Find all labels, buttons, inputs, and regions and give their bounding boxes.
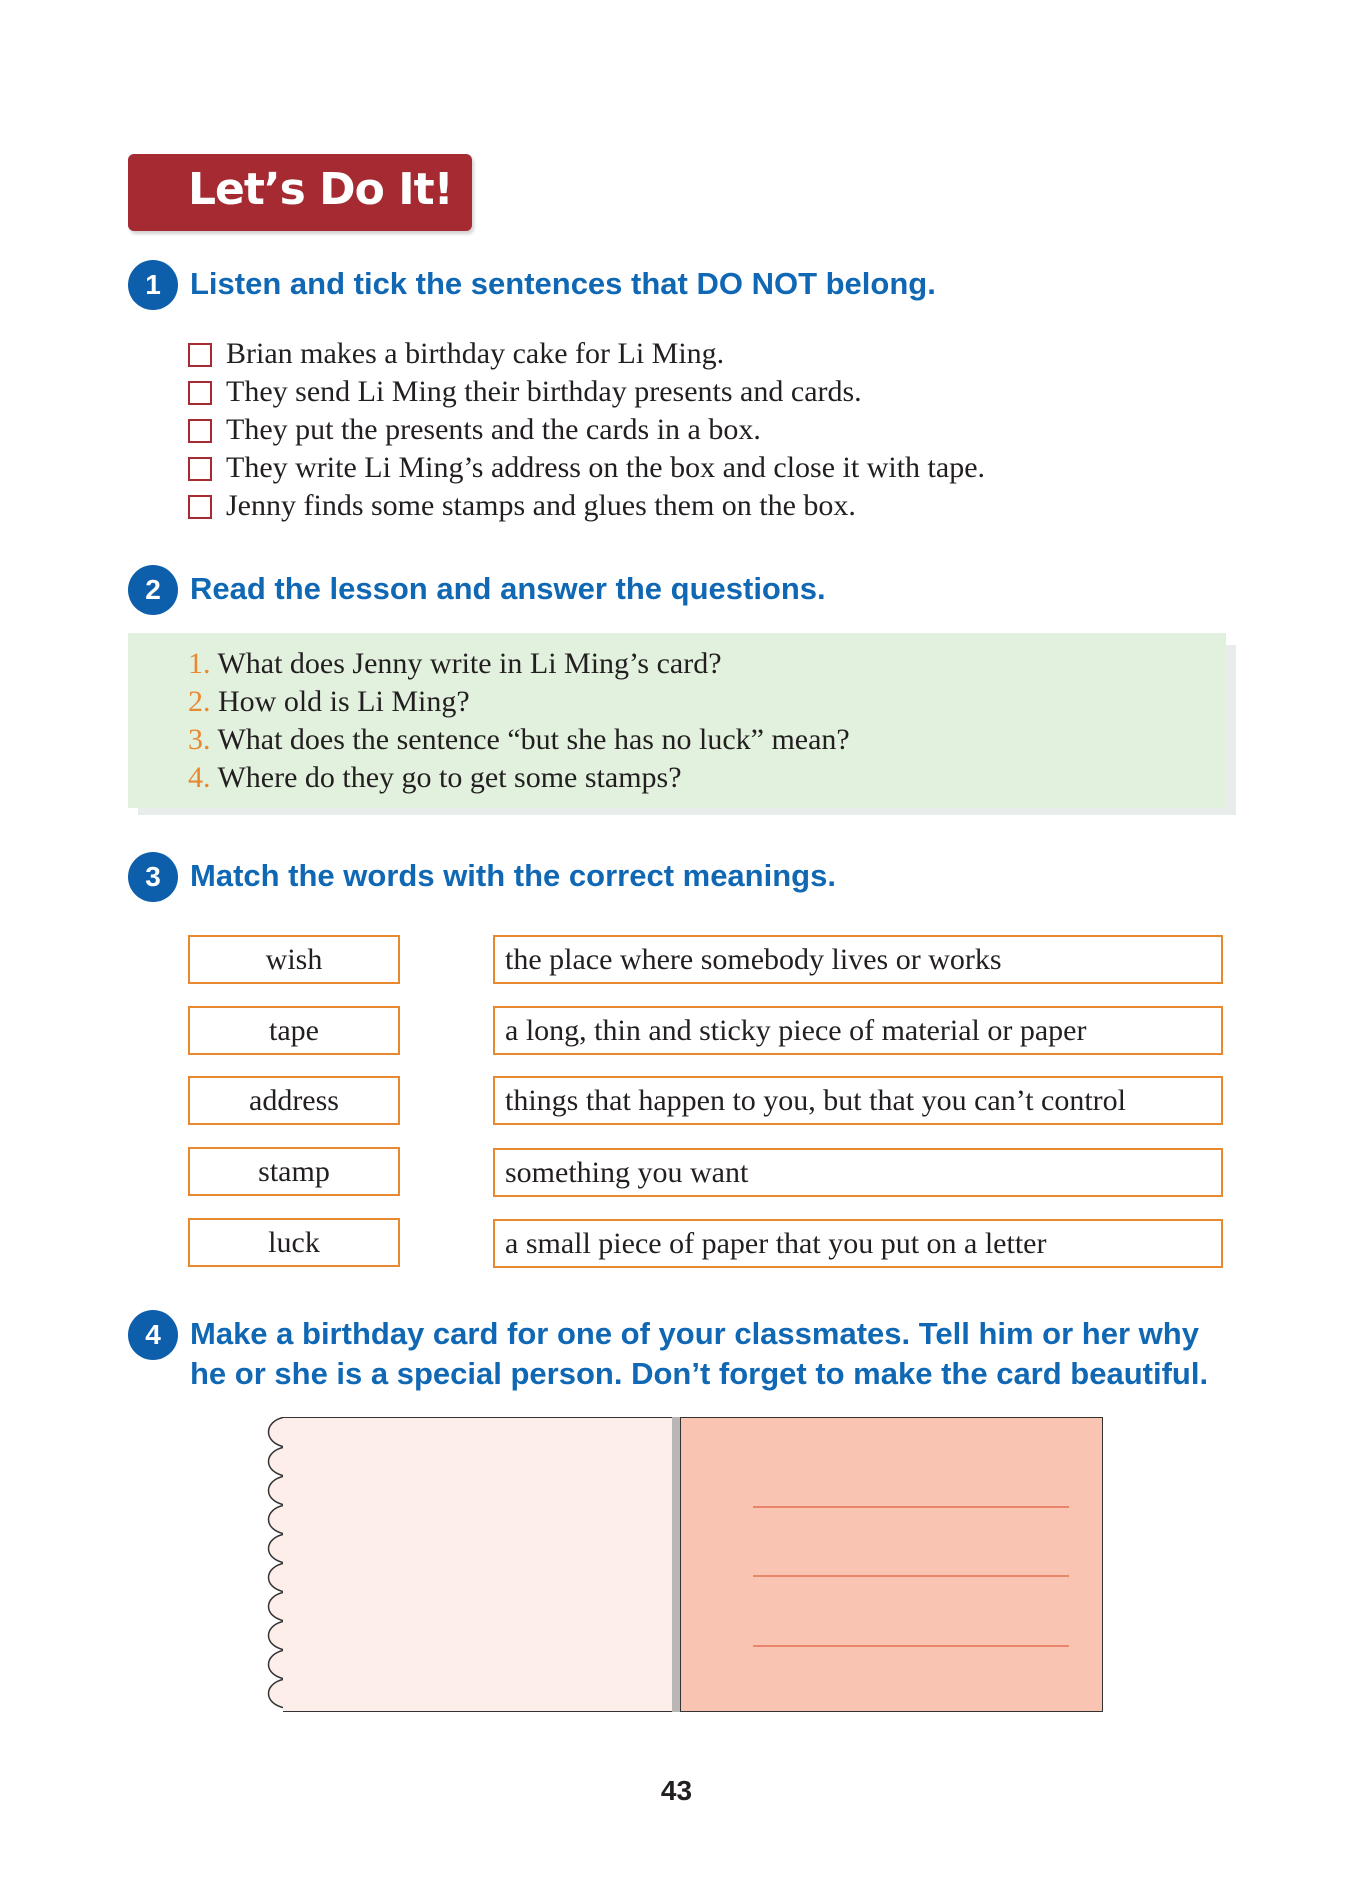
page-number: 43 <box>660 1775 693 1806</box>
match-meaning-box[interactable]: a long, thin and sticky piece of material or paper <box>493 1006 1223 1055</box>
section-number-circle: 4 <box>128 1310 178 1360</box>
match-word-box[interactable]: address <box>188 1076 400 1125</box>
section-number-circle: 3 <box>128 852 178 902</box>
match-meaning-box[interactable]: a small piece of paper that you put on a letter <box>493 1219 1223 1268</box>
banner-title: Let’s Do It! <box>188 164 453 215</box>
question-number: 1. <box>188 647 211 680</box>
tick-item <box>188 411 1188 449</box>
section-instruction: Listen and tick the sentences that DO NOT belong. <box>190 266 936 301</box>
birthday-card-inside[interactable] <box>680 1417 1103 1712</box>
question-text: How old is Li Ming? <box>218 685 470 718</box>
section-instruction: Match the words with the correct meanings. <box>190 858 836 893</box>
instruction-line: he or she is a special person. Don’t forget to make the card beautiful. <box>190 1356 1209 1391</box>
question-item <box>188 645 850 683</box>
match-meaning-box[interactable]: something you want <box>493 1148 1223 1197</box>
question-item <box>188 721 850 759</box>
match-word-box[interactable]: stamp <box>188 1147 400 1196</box>
question-text: Where do they go to get some stamps? <box>217 761 682 794</box>
tick-sentence: They send Li Ming their birthday presents and cards. <box>226 375 862 408</box>
question-list <box>188 645 850 797</box>
tick-checkbox[interactable] <box>188 381 212 405</box>
birthday-card-spine <box>672 1417 680 1712</box>
question-number: 3. <box>188 723 211 756</box>
match-meaning-box[interactable]: things that happen to you, but that you can’t control <box>493 1076 1223 1125</box>
match-word-box[interactable]: wish <box>188 935 400 984</box>
writing-line <box>753 1575 1069 1577</box>
match-word-box[interactable]: luck <box>188 1218 400 1267</box>
tick-item <box>188 335 1188 373</box>
question-number: 2. <box>188 685 211 718</box>
question-item <box>188 759 850 797</box>
question-text: What does the sentence “but she has no luck” mean? <box>217 723 850 756</box>
instruction-line: Make a birthday card for one of your classmates. Tell him or her why <box>190 1316 1199 1351</box>
section-number-circle: 1 <box>128 260 178 310</box>
writing-line <box>753 1506 1069 1508</box>
tick-sentence: Brian makes a birthday cake for Li Ming. <box>226 337 725 370</box>
tick-checkbox[interactable] <box>188 495 212 519</box>
tick-list <box>188 335 1188 525</box>
section-instruction: Read the lesson and answer the questions. <box>190 571 826 606</box>
tick-sentence: They put the presents and the cards in a box. <box>226 413 761 446</box>
question-number: 4. <box>188 761 211 794</box>
lets-do-it-banner <box>128 154 472 231</box>
tick-checkbox[interactable] <box>188 419 212 443</box>
tick-checkbox[interactable] <box>188 457 212 481</box>
question-item <box>188 683 850 721</box>
question-text: What does Jenny write in Li Ming’s card? <box>217 647 722 680</box>
tick-item <box>188 449 1188 487</box>
tick-sentence: They write Li Ming’s address on the box and close it with tape. <box>226 451 986 484</box>
tick-sentence: Jenny finds some stamps and glues them on the box. <box>226 489 856 522</box>
section-instruction <box>190 1314 1353 1394</box>
tick-item <box>188 487 1188 525</box>
section-number-circle: 2 <box>128 565 178 615</box>
match-meaning-box[interactable]: the place where somebody lives or works <box>493 935 1223 984</box>
birthday-card-cover[interactable] <box>283 1417 673 1712</box>
question-panel <box>128 633 1226 808</box>
tick-checkbox[interactable] <box>188 343 212 367</box>
tick-item <box>188 373 1188 411</box>
writing-line <box>753 1645 1069 1647</box>
match-word-box[interactable]: tape <box>188 1006 400 1055</box>
